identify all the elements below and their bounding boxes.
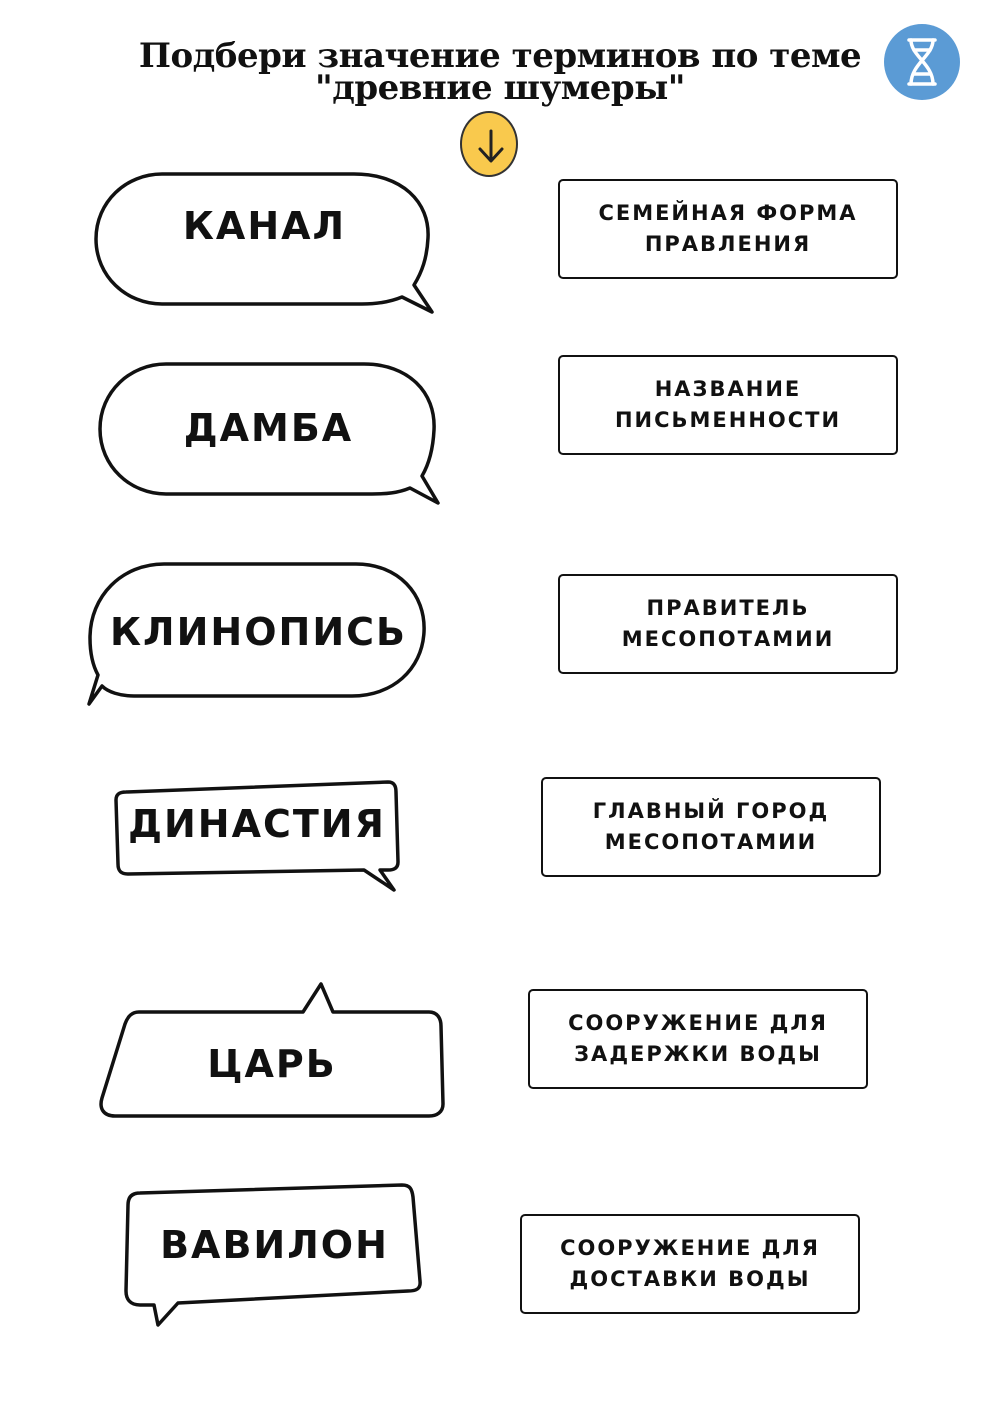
term-label: КЛИНОПИСЬ xyxy=(110,610,407,654)
definition-box-writing-name[interactable] xyxy=(558,355,898,455)
term-label: ДАМБА xyxy=(183,406,354,450)
definition-box-water-holding[interactable] xyxy=(528,989,868,1089)
definition-box-ruler[interactable] xyxy=(558,574,898,674)
term-bubble-damba[interactable] xyxy=(96,360,441,506)
term-bubble-klinopis[interactable] xyxy=(86,560,431,710)
scroll-down-button[interactable] xyxy=(460,111,518,177)
term-label: ДИНАСТИЯ xyxy=(128,802,386,846)
definition-text: СООРУЖЕНИЕ ДЛЯ ДОСТАВКИ ВОДЫ xyxy=(560,1236,820,1291)
arrow-down-icon xyxy=(462,113,520,179)
definition-box-family-rule[interactable] xyxy=(558,179,898,279)
term-label: КАНАЛ xyxy=(182,204,347,248)
definition-text: ГЛАВНЫЙ ГОРОД МЕСОПОТАМИИ xyxy=(592,799,830,854)
definition-box-water-delivery[interactable] xyxy=(520,1214,860,1314)
term-bubble-kanal[interactable] xyxy=(92,170,437,315)
definition-text: СООРУЖЕНИЕ ДЛЯ ЗАДЕРЖКИ ВОДЫ xyxy=(568,1011,828,1066)
term-bubble-vavilon[interactable] xyxy=(122,1183,427,1329)
title-line-1: Подбери значение терминов по теме xyxy=(138,36,862,76)
definition-text: СЕМЕЙНАЯ ФОРМА ПРАВЛЕНИЯ xyxy=(598,201,858,256)
term-label: ЦАРЬ xyxy=(207,1042,337,1086)
dna-icon xyxy=(884,24,960,100)
definition-text: НАЗВАНИЕ ПИСЬМЕННОСТИ xyxy=(614,377,842,432)
term-bubble-dinastiya[interactable] xyxy=(112,780,402,892)
definition-box-main-city[interactable] xyxy=(541,777,881,877)
page-title xyxy=(0,36,1000,108)
term-label: ВАВИЛОН xyxy=(160,1223,389,1267)
term-bubble-tsar[interactable] xyxy=(97,980,447,1122)
title-line-2: "древние шумеры" xyxy=(314,68,686,108)
definition-text: ПРАВИТЕЛЬ МЕСОПОТАМИИ xyxy=(621,596,835,651)
